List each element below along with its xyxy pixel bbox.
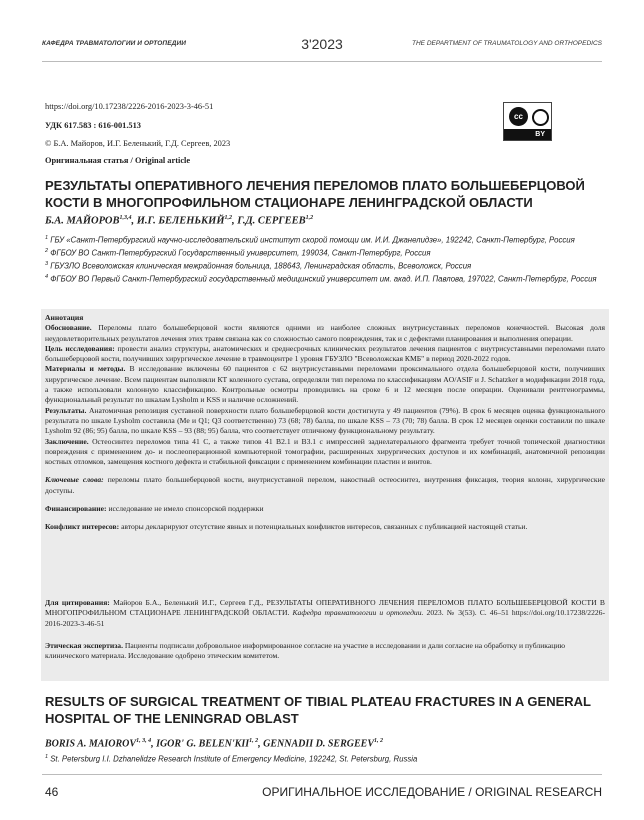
header-journal-en: THE DEPARTMENT OF TRAUMATOLOGY AND ORTHOPEDICS [412, 40, 602, 47]
author-affiliation-ref: 1, 2 [374, 738, 384, 744]
running-header [42, 36, 602, 56]
affiliations-list [45, 233, 605, 285]
author-affiliation-ref: 1, 3, 4 [136, 738, 152, 744]
abstract-results: Результаты. Анатомичная репозиция суставной поверхности плато большеберцовой кости достигнута у 49 пациентов (79%). В срок 6 месяцев оценка функционального результата по шкале Lysholm составила (Me и Q1; Q3 соответственно) 73 (68; 78) балла, по шкале KSS – 73 (70; 78) балла. В срок 12 месяцев оценки составили по шкале Lysholm 92 (86; 95) балла, по шкале KSS – 93 (88; 95) балла, что соответствует отличному функциональному результату. [45, 405, 605, 436]
affiliation-item: $^2$ ФГБОУ ВО Санкт-Петербургский Государственный университет, 199034, Санкт-Петербург, Россия [45, 248, 431, 258]
author-name: Б.А. МАЙОРОВ [45, 215, 120, 227]
abstract-heading: Аннотация [45, 313, 84, 322]
affiliation-en: $^1$ St. Petersburg I.I. Dzhanelidze Research Institute of Emergency Medicine, 192242, St. Petersburg, Russia [45, 754, 418, 764]
header-divider [42, 61, 602, 62]
abstract-methods: Материалы и методы. В исследование включены 60 пациентов с 62 внутрисуставными переломами проксимального отдела большеберцовой кости, получивших хирургическое лечение. Всем пациентам выполняли КТ коленного сустава, определяли тип перелома по классификациям AO/ASIF и J. Schatzker в модификации 2018 года, а также использовали колонную классификацию. Контрольные осмотры проводились на сроке 6 и 12 месяцев после операции. Оценивали рентгенограммы, функциональный результат по шкалам Lysholm и KSS и наличие осложнений. [45, 364, 605, 405]
cc-by-license-badge[interactable] [503, 102, 552, 141]
affiliation-item: $^4$ ФГБОУ ВО Первый Санкт-Петербургский государственный медицинский университет им. акад. И.П. Павлова, 197022, Санкт-Петербург, Россия [45, 274, 597, 284]
author-name: Г.Д. СЕРГЕЕВ [237, 215, 306, 227]
section-label: ОРИГИНАЛЬНОЕ ИССЛЕДОВАНИЕ / ORIGINAL RESEARCH [262, 785, 602, 799]
attribution-person-icon [532, 109, 549, 126]
abstract-funding: Финансирование: исследование не имело спонсорской поддержки [45, 504, 264, 514]
authors-en: BORIS A. MAIOROV$^{1, 3, 4}$, IGOR' G. BELEN'KII$^{1, 2}$, GENNADII D. SERGEEV$^{1, 2}$ [45, 738, 384, 750]
authors-ru: Б.А. МАЙОРОВ$^{1,3,4}$, И.Г. БЕЛЕНЬКИЙ$^{1,2}$, Г.Д. СЕРГЕЕВ$^{1,2}$ [45, 215, 314, 227]
abstract-rationale: Обоснование. Переломы плато большеберцовой кости являются одними из наиболее сложных внутрисуставных переломов конечностей. Высокая доля неудовлетворительных результатов лечения этих травм связана как со сложностью самого повреждения, так и с дефектами планирования и выполнения операции. [45, 323, 605, 343]
doi-link[interactable]: https://doi.org/10.17238/2226-2016-2023-3-46-51 [45, 102, 214, 111]
header-issue: 3'2023 [301, 36, 343, 52]
abstract-keywords: Ключевые слова: переломы плато большеберцовой кости, внутрисуставной перелом, накостный остеосинтез, внутренняя фиксация, теория колонн, хирургические доступы. [45, 475, 605, 495]
author-affiliation-ref: 1, 2 [249, 738, 259, 744]
footer-divider [42, 774, 602, 775]
abstract-conflict: Конфликт интересов: авторы декларируют отсутствие явных и потенциальных конфликтов интересов, связанных с публикацией настоящей статьи. [45, 522, 528, 532]
by-label: BY [504, 129, 551, 140]
abstract-conclusion: Заключение. Остеосинтез переломов типа 41 C, а также типов 41 B2.1 и B3.1 с импрессией заднелатерального фрагмента требует точной топической диагностики повреждения с применением до- и послеоперационной компьютерной томографии, расширенных хирургических доступов и их комбинаций, анатомичной репозиции костных отломков, замещения костного дефекта и стабильной фиксации с применением комбинации пластин и винтов. [45, 436, 605, 467]
udk-code: УДК 617.583 : 616-001.513 [45, 121, 141, 130]
affiliation-item: $^1$ ГБУ «Санкт-Петербургский научно-исследовательский институт скорой помощи им. И.И. Джанелидзе», 192242, Санкт-Петербург, Россия [45, 235, 575, 245]
author-affiliation-ref: 1,2 [224, 215, 233, 221]
article-title-ru: РЕЗУЛЬТАТЫ ОПЕРАТИВНОГО ЛЕЧЕНИЯ ПЕРЕЛОМОВ ПЛАТО БОЛЬШЕБЕРЦОВОЙ КОСТИ В МНОГОПРОФИЛЬНОМ СТАЦИОНАРЕ ЛЕНИНГРАДСКОЙ ОБЛАСТИ [45, 178, 585, 210]
author-affiliation-ref: 1,2 [305, 215, 314, 221]
author-name: BORIS A. MAIOROV [45, 738, 137, 750]
cc-icon: cc [509, 107, 528, 126]
citation-doi-link[interactable]: 2023. № 3(53). С. 46–51 https://doi.org/10.17238/2226-2016-2023-3-46-51 [45, 608, 605, 628]
page-number: 46 [45, 785, 59, 799]
abstract-aim: Цель исследования: провести анализ структуры, анатомических и среднесрочных клинических результатов лечения пациентов с внутрисуставными переломами плато большеберцовой кости, получивших хирургическое лечение в травмоцентре 1 уровня ГБУЗЛО "Всеволожская КМБ" в период 2020-2022 годов. [45, 343, 605, 364]
author-name: И.Г. БЕЛЕНЬКИЙ [136, 215, 225, 227]
author-affiliation-ref: 1,3,4 [119, 215, 132, 221]
author-name: GENNADII D. SERGEEV [263, 738, 375, 750]
citation-block: Для цитирования: Майоров Б.А., Беленький И.Г., Сергеев Г.Д., РЕЗУЛЬТАТЫ ОПЕРАТИВНОГО ЛЕЧЕНИЯ ПЕРЕЛОМОВ ПЛАТО БОЛЬШЕБЕРЦОВОЙ КОСТИ В МНОГОПРОФИЛЬНОМ СТАЦИОНАРЕ ЛЕНИНГРАДСКОЙ ОБЛАСТИ. Кафедра травматологии и ортопедии. 2023. № 3(53). С. 46–51 https://doi.org/10.17238/2226-2016-2023-3-46-51 [45, 598, 605, 628]
article-type: Оригинальная статья / Original article [45, 156, 191, 165]
author-name: IGOR' G. BELEN'KII [156, 738, 250, 750]
article-title-en: RESULTS OF SURGICAL TREATMENT OF TIBIAL PLATEAU FRACTURES IN A GENERAL HOSPITAL OF THE LENINGRAD OBLAST [45, 694, 591, 726]
copyright-line: © Б.А. Майоров, И.Г. Беленький, Г.Д. Сергеев, 2023 [45, 139, 231, 148]
affiliation-item: $^3$ ГБУЗЛО Всеволожская клиническая межрайонная больница, 188643, Ленинградская область, Всеволожск, Россия [45, 261, 472, 271]
header-journal-ru: КАФЕДРА ТРАВМАТОЛОГИИ И ОРТОПЕДИИ [42, 40, 186, 47]
ethics-statement: Этическая экспертиза. Пациенты подписали добровольное информированное согласие на участие в исследовании и дали согласие на обработку и публикацию клинического материала. Исследование одобрено этическим комитетом. [45, 641, 566, 661]
